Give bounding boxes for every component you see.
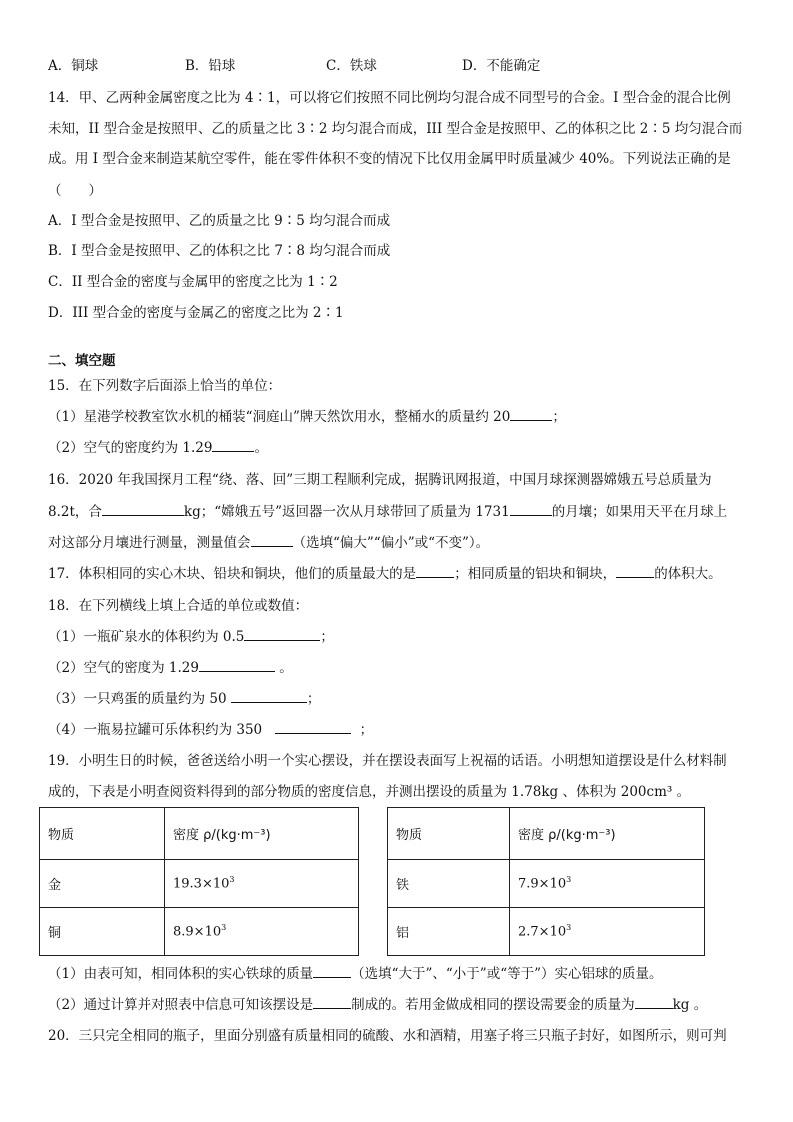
q18-sub-3-end: ； [306,691,321,707]
q15-sub-2 [48,437,268,459]
table-cell-value [510,860,705,908]
q19-blank-3[interactable] [635,994,673,1009]
q14-line-1: 14．甲、乙两种金属密度之比为 4∶1，可以将它们按照不同比例均匀混合成不同型号的合金。I 型合金的混合比例 [48,90,731,106]
table-cell-exp: 3 [221,923,227,933]
table-cell-exp: 3 [566,923,572,933]
q15-sub-2-end: 。 [254,440,268,456]
q19-sub-1-b: （选填“大于”、“小于”或“等于”）实心铝球的质量。 [351,966,663,982]
q14-option-a: A．I 型合金是按照甲、乙的质量之比 9∶5 均匀混合而成 [48,213,391,229]
q18-sub-2 [48,657,293,679]
q18-sub-1 [48,626,334,648]
q15-sub-1-text: （1）星港学校教室饮水机的桶装“洞庭山”牌天然饮用水，整桶水的质量约 20 [48,409,511,425]
q13-option-a: A．铜球 [48,58,99,74]
q20-line-1: 20．三只完全相同的瓶子，里面分别盛有质量相同的硫酸、水和酒精，用塞子将三只瓶子封好，如图所示，则可判 [48,1028,727,1044]
table-cell-value [165,860,359,908]
q13-option-d: D．不能确定 [462,58,541,74]
q18-blank-1[interactable] [244,626,320,641]
q19-sub-2 [48,994,707,1016]
density-table-right [387,807,705,956]
table-cell-value [510,908,705,956]
q19-blank-1[interactable] [313,963,351,978]
q19-sub-2-b: 制成的。若用金做成相同的摆设需要金的质量为 [351,997,635,1013]
q16-line-3-a: 对这部分月壤进行测量，测量值会 [48,535,251,551]
q18-sub-3-text: （3）一只鸡蛋的质量约为 50 [48,691,227,707]
q15-sub-2-text: （2）空气的密度约为 1.29 [48,440,213,456]
table-cell-value-text: 7.9×10 [518,876,567,892]
q15-sub-1 [48,406,566,428]
q15-blank-2[interactable] [212,437,254,452]
table-cell-value [165,908,359,956]
q19-blank-2[interactable] [313,994,351,1009]
q18-sub-4 [48,719,373,741]
q15-blank-1[interactable] [510,406,552,421]
q13-option-b: B．铅球 [185,58,236,74]
table-cell-value-text: 2.7×10 [518,924,567,940]
table-cell-exp: 3 [566,875,572,885]
q14-line-3: 成。用 I 型合金来制造某航空零件，能在零件体积不变的情况下比仅用金属甲时质量减少 40%。下列说法正确的是 [48,151,731,167]
q14-line-4: （ ） [48,183,102,199]
q19-line-1: 19．小明生日的时候，爸爸送给小明一个实心摆设，并在摆设表面写上祝福的话语。小明想知道摆设是什么材料制 [48,753,727,769]
q16-blank-3[interactable] [251,532,293,547]
table-cell-exp: 3 [229,875,235,885]
q14-option-c: C．II 型合金的密度与金属甲的密度之比为 1∶2 [48,274,338,290]
q19-sub-1 [48,963,663,985]
table-cell-name: 铝 [388,908,510,956]
q19-sub-1-a: （1）由表可知，相同体积的实心铁球的质量 [48,966,314,982]
q18-blank-2[interactable] [199,657,275,672]
q16-line-3 [48,532,489,554]
table-cell-value-text: 19.3×10 [173,876,230,892]
q16-blank-1[interactable] [102,501,184,516]
q18-sub-4-text: （4）一瓶易拉罐可乐体积约为 350 [48,722,263,738]
q16-line-2-c: 的月壤；如果用天平在月球上 [551,504,728,520]
q16-line-2-a: 8.2t，合 [48,504,102,520]
q17-blank-2[interactable] [616,563,654,578]
q18-blank-4[interactable] [275,719,351,734]
q17-blank-1[interactable] [416,563,454,578]
table-header-substance: 物质 [40,808,165,860]
q16-blank-2[interactable] [510,501,552,516]
table-header-density-text: 密度 ρ/(kg·m⁻³) [173,828,271,843]
table-cell-name: 金 [40,860,165,908]
q18-sub-1-text: （1）一瓶矿泉水的体积约为 0.5 [48,629,245,645]
q15-line-1: 15．在下列数字后面添上恰当的单位： [48,378,282,394]
table-header-density-text: 密度 ρ/(kg·m⁻³) [518,828,616,843]
q15-sub-1-end: ； [552,409,566,425]
q16-line-2-b: kg；“嫦娥五号”返回器一次从月球带回了质量为 1731 [183,504,510,520]
table-header-density [165,808,359,860]
q18-sub-2-end: 。 [279,660,293,676]
q19-sub-2-c: kg 。 [672,997,708,1013]
q14-option-b: B．I 型合金是按照甲、乙的体积之比 7∶8 均匀混合而成 [48,243,391,259]
q17-line [48,563,722,585]
table-cell-name: 铜 [40,908,165,956]
q19-line-2: 成的，下表是小明查阅资料得到的部分物质的密度信息，并测出摆设的质量为 1.78kg 、体积为 200cm³ 。 [48,784,691,800]
q16-line-2 [48,501,727,523]
q18-sub-3 [48,688,320,710]
q18-blank-3[interactable] [231,688,307,703]
density-table-left [39,807,359,956]
q18-line-1: 18．在下列横线上填上合适的单位或数值： [48,598,309,614]
q17-text-c: 的体积大。 [654,566,722,582]
q16-line-1: 16．2020 年我国探月工程“绕、落、回”三期工程顺利完成，据腾讯网报道，中国月球探测器嫦娥五号总质量为 [48,472,712,488]
q17-text-a: 17．体积相同的实心木块、铅块和铜块，他们的质量最大的是 [48,566,417,582]
q14-option-d: D．III 型合金的密度与金属乙的密度之比为 2∶1 [48,305,344,321]
table-cell-name: 铁 [388,860,510,908]
q13-option-c: C．铁球 [326,58,377,74]
q17-text-b: ；相同质量的铝块和铜块， [454,566,617,582]
table-header-density [510,808,705,860]
q19-sub-2-a: （2）通过计算并对照表中信息可知该摆设是 [48,997,314,1013]
q18-sub-2-text: （2）空气的密度为 1.29 [48,660,199,676]
section-title: 二、填空题 [48,353,116,369]
q18-sub-4-end: ； [359,722,374,738]
table-cell-value-text: 8.9×10 [173,924,222,940]
q18-sub-1-end: ； [320,629,334,645]
table-header-substance: 物质 [388,808,510,860]
q14-line-2: 未知，II 型合金是按照甲、乙的质量之比 3∶2 均匀混合而成，III 型合金是按照甲、乙的体积之比 2∶5 均匀混合而 [48,121,743,137]
q16-line-3-b: （选填“偏大”“偏小”或“不变”）。 [292,535,490,551]
